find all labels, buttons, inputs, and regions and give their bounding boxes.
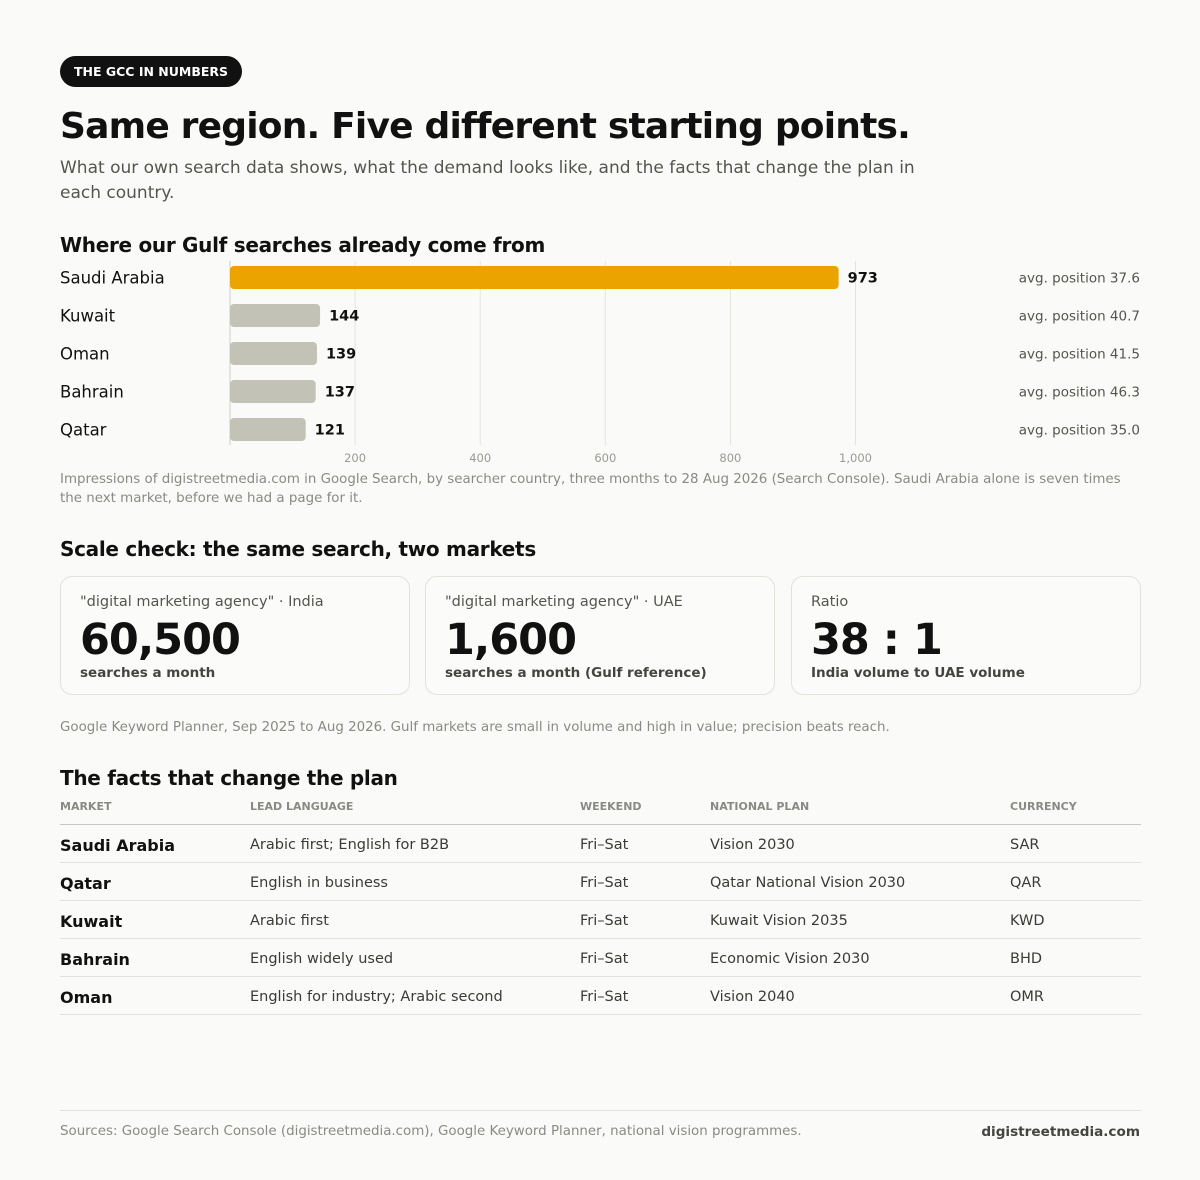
card-label: "digital marketing agency" · India [80, 594, 324, 610]
weekend-cell: Fri–Sat [580, 824, 710, 862]
table-row [60, 976, 1141, 1014]
section-tag: THE GCC IN NUMBERS [60, 56, 242, 87]
column-header-language: LEAD LANGUAGE [250, 796, 580, 824]
bar-value-label: 139 [325, 346, 357, 363]
bar [230, 342, 317, 365]
column-header-weekend: WEEKEND [580, 796, 710, 824]
card-value: 38 : 1 [811, 615, 942, 665]
avg-position-annotation: avg. position 46.3 [1018, 384, 1140, 401]
card-label: "digital marketing agency" · UAE [445, 594, 683, 610]
market-cell: Bahrain [60, 938, 250, 976]
avg-position-annotation: avg. position 37.6 [1018, 270, 1140, 287]
avg-position-annotation: avg. position 40.7 [1018, 308, 1140, 325]
page-title: Same region. Five different starting points. [60, 106, 911, 147]
weekend-cell: Fri–Sat [580, 900, 710, 938]
category-label: Qatar [60, 420, 107, 440]
currency-cell: OMR [1010, 976, 1141, 1014]
card-caption: searches a month (Gulf reference) [445, 665, 707, 681]
market-cell: Saudi Arabia [60, 824, 250, 862]
card-caption: searches a month [80, 665, 216, 681]
bar-value-label: 144 [329, 308, 360, 325]
bar-value-label: 973 [847, 270, 878, 287]
table-row [60, 862, 1141, 900]
facts-heading: The facts that change the plan [60, 766, 398, 790]
x-tick-label: 600 [594, 451, 617, 465]
language-cell: Arabic first [250, 900, 580, 938]
bar [230, 304, 320, 327]
avg-position-annotation: avg. position 41.5 [1018, 346, 1140, 363]
plan-cell: Vision 2030 [710, 824, 1010, 862]
india-volume-card [60, 576, 410, 695]
x-tick-label: 800 [719, 451, 742, 465]
x-tick-label: 1,000 [839, 451, 872, 465]
ratio-card [791, 576, 1141, 695]
category-label: Bahrain [60, 382, 124, 402]
table-row [60, 938, 1141, 976]
weekend-cell: Fri–Sat [580, 862, 710, 900]
bar [230, 418, 306, 441]
plan-cell: Economic Vision 2030 [710, 938, 1010, 976]
card-caption: India volume to UAE volume [811, 665, 1025, 681]
avg-position-annotation: avg. position 35.0 [1018, 422, 1140, 439]
plan-cell: Qatar National Vision 2030 [710, 862, 1010, 900]
language-cell: English in business [250, 862, 580, 900]
market-cell: Kuwait [60, 900, 250, 938]
x-tick-label: 200 [344, 451, 367, 465]
bar [230, 266, 839, 289]
page-subtitle: What our own search data shows, what the demand looks like, and the facts that change the plan in each country. [60, 158, 915, 203]
x-tick-label: 400 [469, 451, 492, 465]
uae-volume-card [425, 576, 775, 695]
bar-value-label: 137 [324, 384, 355, 401]
currency-cell: SAR [1010, 824, 1141, 862]
column-header-market: MARKET [60, 796, 250, 824]
facts-table [60, 796, 1141, 1015]
footer-sources: Sources: Google Search Console (digistreetmedia.com), Google Keyword Planner, national vision programmes. [60, 1124, 802, 1139]
weekend-cell: Fri–Sat [580, 976, 710, 1014]
table-row [60, 824, 1141, 862]
weekend-cell: Fri–Sat [580, 938, 710, 976]
language-cell: English widely used [250, 938, 580, 976]
market-cell: Oman [60, 976, 250, 1014]
language-cell: English for industry; Arabic second [250, 976, 580, 1014]
bar [230, 380, 316, 403]
plan-cell: Kuwait Vision 2035 [710, 900, 1010, 938]
bar-value-label: 121 [314, 422, 345, 439]
scale-heading: Scale check: the same search, two markets [60, 537, 536, 561]
category-label: Saudi Arabia [60, 268, 165, 288]
table-row [60, 900, 1141, 938]
market-cell: Qatar [60, 862, 250, 900]
scale-source-note: Google Keyword Planner, Sep 2025 to Aug 2026. Gulf markets are small in volume and high in value; precision beats reach. [60, 720, 890, 735]
chart-heading: Where our Gulf searches already come from [60, 233, 545, 257]
column-header-plan: NATIONAL PLAN [710, 796, 1010, 824]
table-header-row [60, 796, 1141, 824]
category-label: Kuwait [60, 306, 116, 326]
card-value: 1,600 [445, 615, 577, 665]
plan-cell: Vision 2040 [710, 976, 1010, 1014]
currency-cell: QAR [1010, 862, 1141, 900]
impressions-bar-chart [0, 255, 1200, 470]
footer-brand: digistreetmedia.com [981, 1124, 1140, 1140]
currency-cell: KWD [1010, 900, 1141, 938]
language-cell: Arabic first; English for B2B [250, 824, 580, 862]
category-label: Oman [60, 344, 110, 364]
footer-divider [60, 1110, 1141, 1111]
currency-cell: BHD [1010, 938, 1141, 976]
chart-source-note: Impressions of digistreetmedia.com in Google Search, by searcher country, three months to 28 Aug 2026 (Search Console). Saudi Arabia alone is seven times the next market, before we had a page for it. [60, 472, 1121, 506]
card-label: Ratio [811, 594, 849, 610]
column-header-currency: CURRENCY [1010, 796, 1141, 824]
card-value: 60,500 [80, 615, 240, 665]
